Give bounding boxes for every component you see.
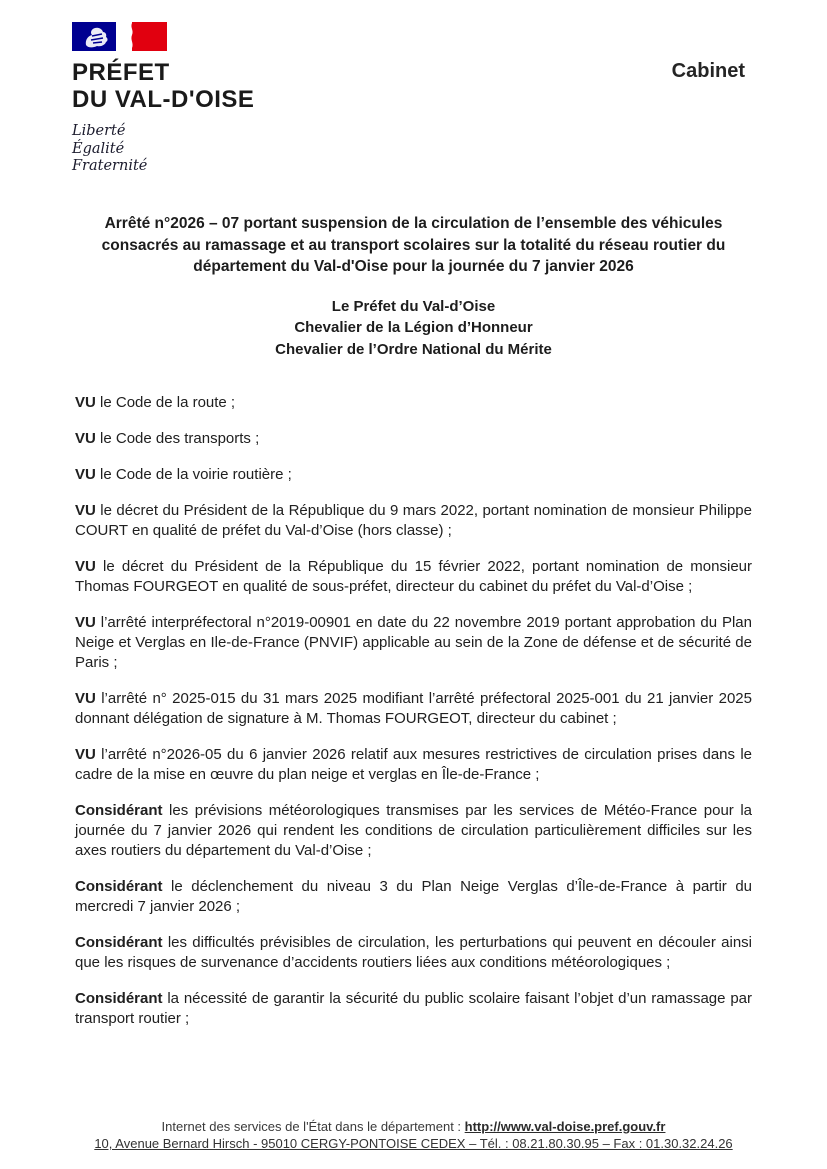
- recital-text: le Code de la route ;: [100, 394, 236, 411]
- recital-lead: Considérant: [75, 878, 163, 895]
- decree-title: [75, 213, 752, 278]
- recital-text: le décret du Président de la République du 15 février 2022, portant nomination de monsieur Thomas FOURGEOT en qualité de sous-préfet, directeur du cabinet du préfet du Val-d’Oise ;: [75, 558, 752, 595]
- recital-paragraph: [75, 501, 752, 541]
- signing-authority: [75, 296, 752, 361]
- recital-lead: VU: [75, 746, 96, 763]
- republic-motto: [72, 123, 254, 176]
- recital-paragraph: [75, 429, 752, 449]
- document-body: [75, 213, 752, 1045]
- recital-lead: Considérant: [75, 990, 163, 1007]
- recital-paragraph: [75, 689, 752, 729]
- recital-paragraph: [75, 465, 752, 485]
- decree-title-line3: département du Val-d'Oise pour la journée du 7 janvier 2026: [193, 258, 634, 275]
- recital-text: le Code de la voirie routière ;: [100, 466, 292, 483]
- recital-text: le décret du Président de la République du 9 mars 2022, portant nomination de monsieur Philippe COURT en qualité de préfet du Val-d’Oise (hors classe) ;: [75, 502, 752, 539]
- recital-text: les difficultés prévisibles de circulation, les perturbations qui peuvent en découler ainsi que les risques de survenance d’accidents routiers liées aux conditions météorologiques ;: [75, 934, 753, 971]
- letterhead: [72, 22, 254, 176]
- footer-internet-line: [0, 1118, 827, 1135]
- recital-text: le Code des transports ;: [100, 430, 260, 447]
- recital-text: l’arrêté n°2026-05 du 6 janvier 2026 relatif aux mesures restrictives de circulation prises dans le cadre de la mise en œuvre du plan neige et verglas en Île-de-France ;: [75, 746, 752, 783]
- recital-text: la nécessité de garantir la sécurité du public scolaire faisant l’objet d’un ramassage par transport routier ;: [75, 990, 752, 1027]
- prefecture-name: [72, 59, 254, 113]
- prefecture-name-line2: DU VAL-D'OISE: [72, 86, 255, 113]
- recital-lead: Considérant: [75, 802, 163, 819]
- recital-paragraph: [75, 557, 752, 597]
- motto-liberte: Liberté: [72, 123, 126, 139]
- authority-line2: Chevalier de la Légion d’Honneur: [294, 319, 533, 336]
- motto-egalite: Égalité: [72, 140, 125, 157]
- recital-text: les prévisions météorologiques transmises par les services de Météo-France pour la journée du 7 janvier 2026 qui rendent les conditions de circulation particulièrement difficiles sur les axes routiers du département du Val-d’Oise ;: [75, 802, 753, 859]
- recital-paragraph: [75, 989, 752, 1029]
- recital-lead: VU: [75, 614, 96, 631]
- recital-paragraph: [75, 393, 752, 413]
- recital-lead: VU: [75, 690, 96, 707]
- recital-paragraph: [75, 745, 752, 785]
- authority-line3: Chevalier de l’Ordre National du Mérite: [275, 340, 552, 358]
- motto-fraternite: Fraternité: [72, 158, 148, 174]
- recital-text: l’arrêté n° 2025-015 du 31 mars 2025 modifiant l’arrêté préfectoral 2025-001 du 21 janvier 2025 donnant délégation de signature à M. Thomas FOURGEOT, directeur du cabinet ;: [75, 690, 752, 727]
- issuing-service-label: Cabinet: [671, 60, 745, 82]
- decree-title-line1: Arrêté n°2026 – 07 portant suspension de la circulation de l’ensemble des véhicules: [104, 215, 723, 232]
- recital-lead: VU: [75, 394, 96, 411]
- page-footer: [0, 1118, 827, 1152]
- recital-lead: Considérant: [75, 934, 163, 951]
- prefecture-name-line1: PRÉFET: [72, 59, 170, 86]
- recital-lead: VU: [75, 430, 96, 447]
- recital-text: le déclenchement du niveau 3 du Plan Neige Verglas d’Île-de-France à partir du mercredi 7 janvier 2026 ;: [75, 878, 752, 915]
- recital-text: l’arrêté interpréfectoral n°2019-00901 en date du 22 novembre 2019 portant approbation du Plan Neige et Verglas en Ile-de-France (PNVIF) applicable au sein de la Zone de défense et de sécurité de Paris ;: [75, 614, 752, 671]
- footer-address-line: 10, Avenue Bernard Hirsch - 95010 CERGY-PONTOISE CEDEX – Tél. : 08.21.80.30.95 – Fax : 01.30.32.24.26: [94, 1136, 733, 1151]
- recital-lead: VU: [75, 558, 96, 575]
- footer-internet-label: Internet des services de l'État dans le département :: [161, 1119, 462, 1134]
- recital-paragraph: [75, 801, 752, 861]
- footer-website-link[interactable]: http://www.val-doise.pref.gouv.fr: [464, 1119, 666, 1134]
- decree-title-line2: consacrés au ramassage et au transport scolaires sur la totalité du réseau routier du: [101, 236, 726, 254]
- recital-lead: VU: [75, 502, 96, 519]
- recitals-section: [75, 393, 752, 1029]
- authority-line1: Le Préfet du Val-d’Oise: [331, 297, 496, 315]
- recital-paragraph: [75, 933, 752, 973]
- recital-lead: VU: [75, 466, 96, 483]
- french-flag-icon: [72, 22, 167, 52]
- recital-paragraph: [75, 877, 752, 917]
- recital-paragraph: [75, 613, 752, 673]
